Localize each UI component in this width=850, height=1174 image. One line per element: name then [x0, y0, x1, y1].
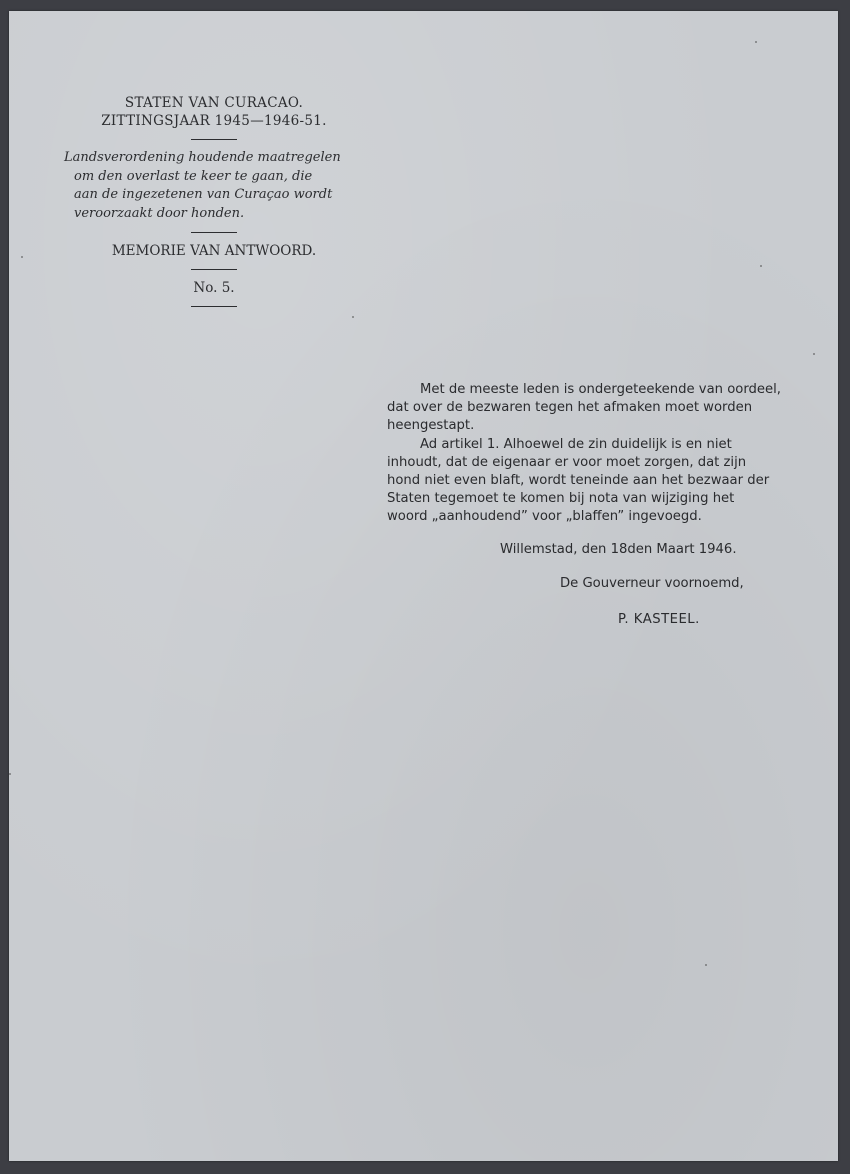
- subject-line: Landsverordening houdende maatregelen: [64, 150, 341, 165]
- body-line: inhoudt, dat de eigenaar er voor moet zorgen, dat zijn: [387, 454, 747, 470]
- paper-speck: [755, 41, 757, 43]
- subject-line: om den overlast te keer te gaan, die: [74, 168, 313, 184]
- memo-title: MEMORIE VAN ANTWOORD.: [111, 243, 317, 259]
- document-page: [9, 11, 838, 1161]
- body-line: heengestapt.: [387, 418, 475, 434]
- document-number: No. 5.: [193, 280, 235, 296]
- header-title-line-2: ZITTINGSJAAR 1945—1946-51.: [101, 113, 327, 129]
- paper-speck: [21, 256, 23, 258]
- body-line: Ad artikel 1. Alhoewel de zin duidelijk is en niet: [420, 436, 732, 452]
- body-paragraph-2: [387, 436, 792, 527]
- signature-name: P. KASTEEL.: [618, 612, 700, 627]
- signatory-role: De Gouverneur voornoemd,: [560, 576, 744, 591]
- paper-speck: [352, 316, 354, 318]
- paper-speck: [813, 353, 815, 355]
- header-title-line-1: STATEN VAN CURACAO.: [124, 95, 304, 111]
- divider-rule: [191, 306, 237, 307]
- document-body: [387, 381, 792, 527]
- document-header: [64, 94, 364, 316]
- divider-rule: [191, 232, 237, 233]
- body-paragraph-1: [387, 381, 792, 436]
- body-line: dat over de bezwaren tegen het afmaken moet worden: [387, 400, 753, 416]
- body-line: hond niet even blaft, wordt teneinde aan het bezwaar der: [387, 473, 770, 489]
- place-date: Willemstad, den 18den Maart 1946.: [500, 542, 737, 557]
- body-line: Met de meeste leden is ondergeteekende van oordeel,: [420, 382, 782, 397]
- subject-line: veroorzaakt door honden.: [74, 205, 245, 221]
- subject-text: [64, 149, 364, 223]
- body-line: Staten tegemoet te komen bij nota van wijziging het: [387, 491, 735, 507]
- body-line: woord „aanhoudend” voor „blaffen” ingevoegd.: [387, 509, 702, 525]
- paper-speck: [9, 773, 11, 775]
- divider-rule: [191, 139, 237, 140]
- subject-line: aan de ingezetenen van Curaçao wordt: [74, 187, 333, 202]
- divider-rule: [191, 269, 237, 270]
- paper-speck: [760, 265, 762, 267]
- paper-speck: [705, 964, 707, 966]
